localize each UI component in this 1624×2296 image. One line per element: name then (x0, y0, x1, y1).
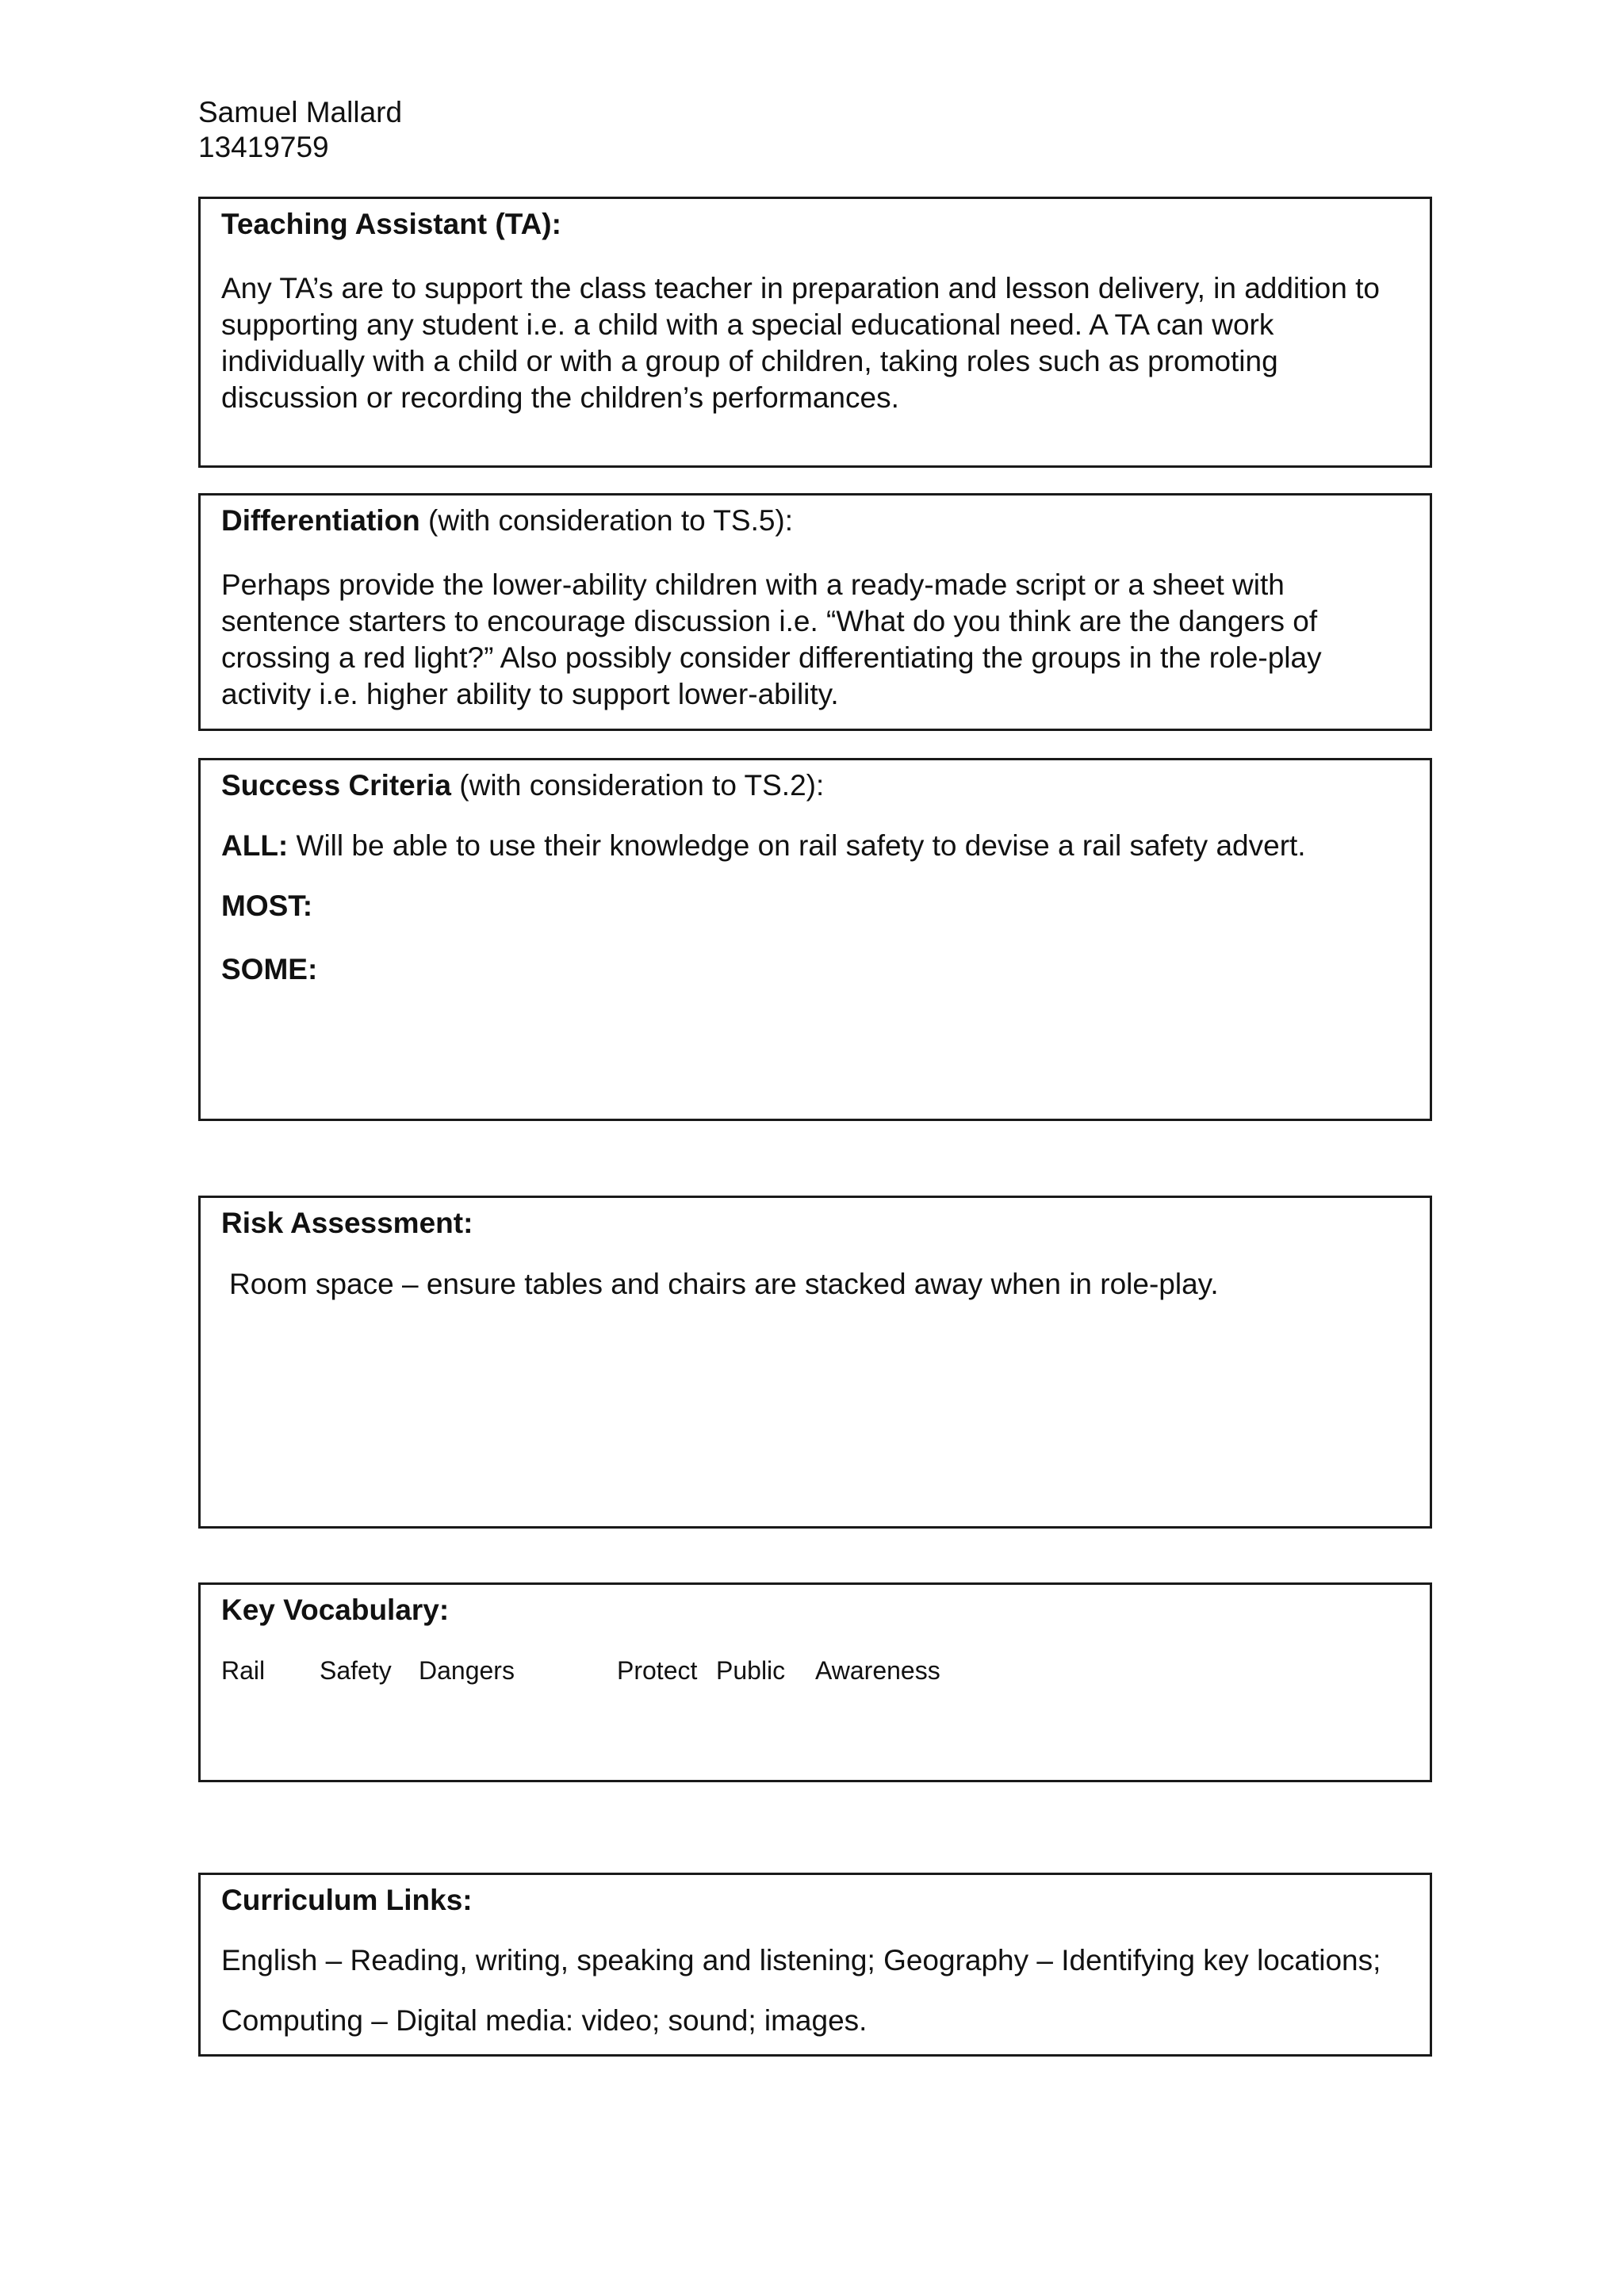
differentiation-body: Perhaps provide the lower-ability children with a ready-made script or a sheet with sentence starters to encourage discussion i.e. “What do you think are the dangers of crossing a red light?” Also possibly consider differentiating the groups in the role-play activity i.e. higher ability to support lower-ability. (221, 568, 1322, 710)
teaching-assistant-title: Teaching Assistant (TA): (221, 208, 561, 240)
criteria-all-label: ALL: (221, 829, 289, 862)
vocab-word: Public (716, 1656, 786, 1685)
vocab-word: Awareness (815, 1656, 940, 1685)
author-name: Samuel Mallard (198, 96, 403, 128)
risk-assessment-title: Risk Assessment: (221, 1207, 473, 1239)
teaching-assistant-body: Any TA’s are to support the class teacher in preparation and lesson delivery, in addition to supporting any student i.e. a child with a special educational need. A TA can work individually with a child or with a group of children, taking roles such as promoting discussion or recording the children’s performances. (221, 272, 1380, 414)
curriculum-links-box (198, 1873, 1432, 2057)
criteria-all-row (221, 828, 1409, 863)
criteria-most-row (221, 889, 1409, 924)
criteria-most-label: MOST: (221, 890, 313, 922)
criteria-some-row (221, 952, 1409, 987)
student-id: 13419759 (198, 131, 329, 163)
teaching-assistant-box (198, 197, 1432, 468)
vocab-word: Protect (617, 1656, 698, 1685)
criteria-some-label: SOME: (221, 953, 318, 985)
risk-assessment-body: Room space – ensure tables and chairs are stacked away when in role-play. (229, 1268, 1219, 1300)
vocabulary-list (221, 1655, 1409, 1686)
differentiation-title: Differentiation (with consideration to TS.5): (221, 504, 794, 537)
curriculum-links-line-2: Computing – Digital media: video; sound; images. (221, 2004, 868, 2037)
vocab-word: Safety (320, 1656, 392, 1685)
criteria-all-text: Will be able to use their knowledge on rail safety to devise a rail safety advert. (288, 829, 1306, 862)
curriculum-links-title: Curriculum Links: (221, 1884, 473, 1916)
key-vocabulary-title: Key Vocabulary: (221, 1594, 450, 1626)
differentiation-box (198, 493, 1432, 731)
curriculum-links-line-1: English – Reading, writing, speaking and listening; Geography – Identifying key locations; (221, 1944, 1381, 1976)
risk-assessment-box (198, 1196, 1432, 1529)
key-vocabulary-box (198, 1582, 1432, 1782)
success-criteria-title: Success Criteria (with consideration to TS.2): (221, 769, 825, 802)
vocab-word: Rail (221, 1656, 266, 1685)
vocab-word: Dangers (419, 1656, 515, 1685)
success-criteria-box (198, 758, 1432, 1121)
